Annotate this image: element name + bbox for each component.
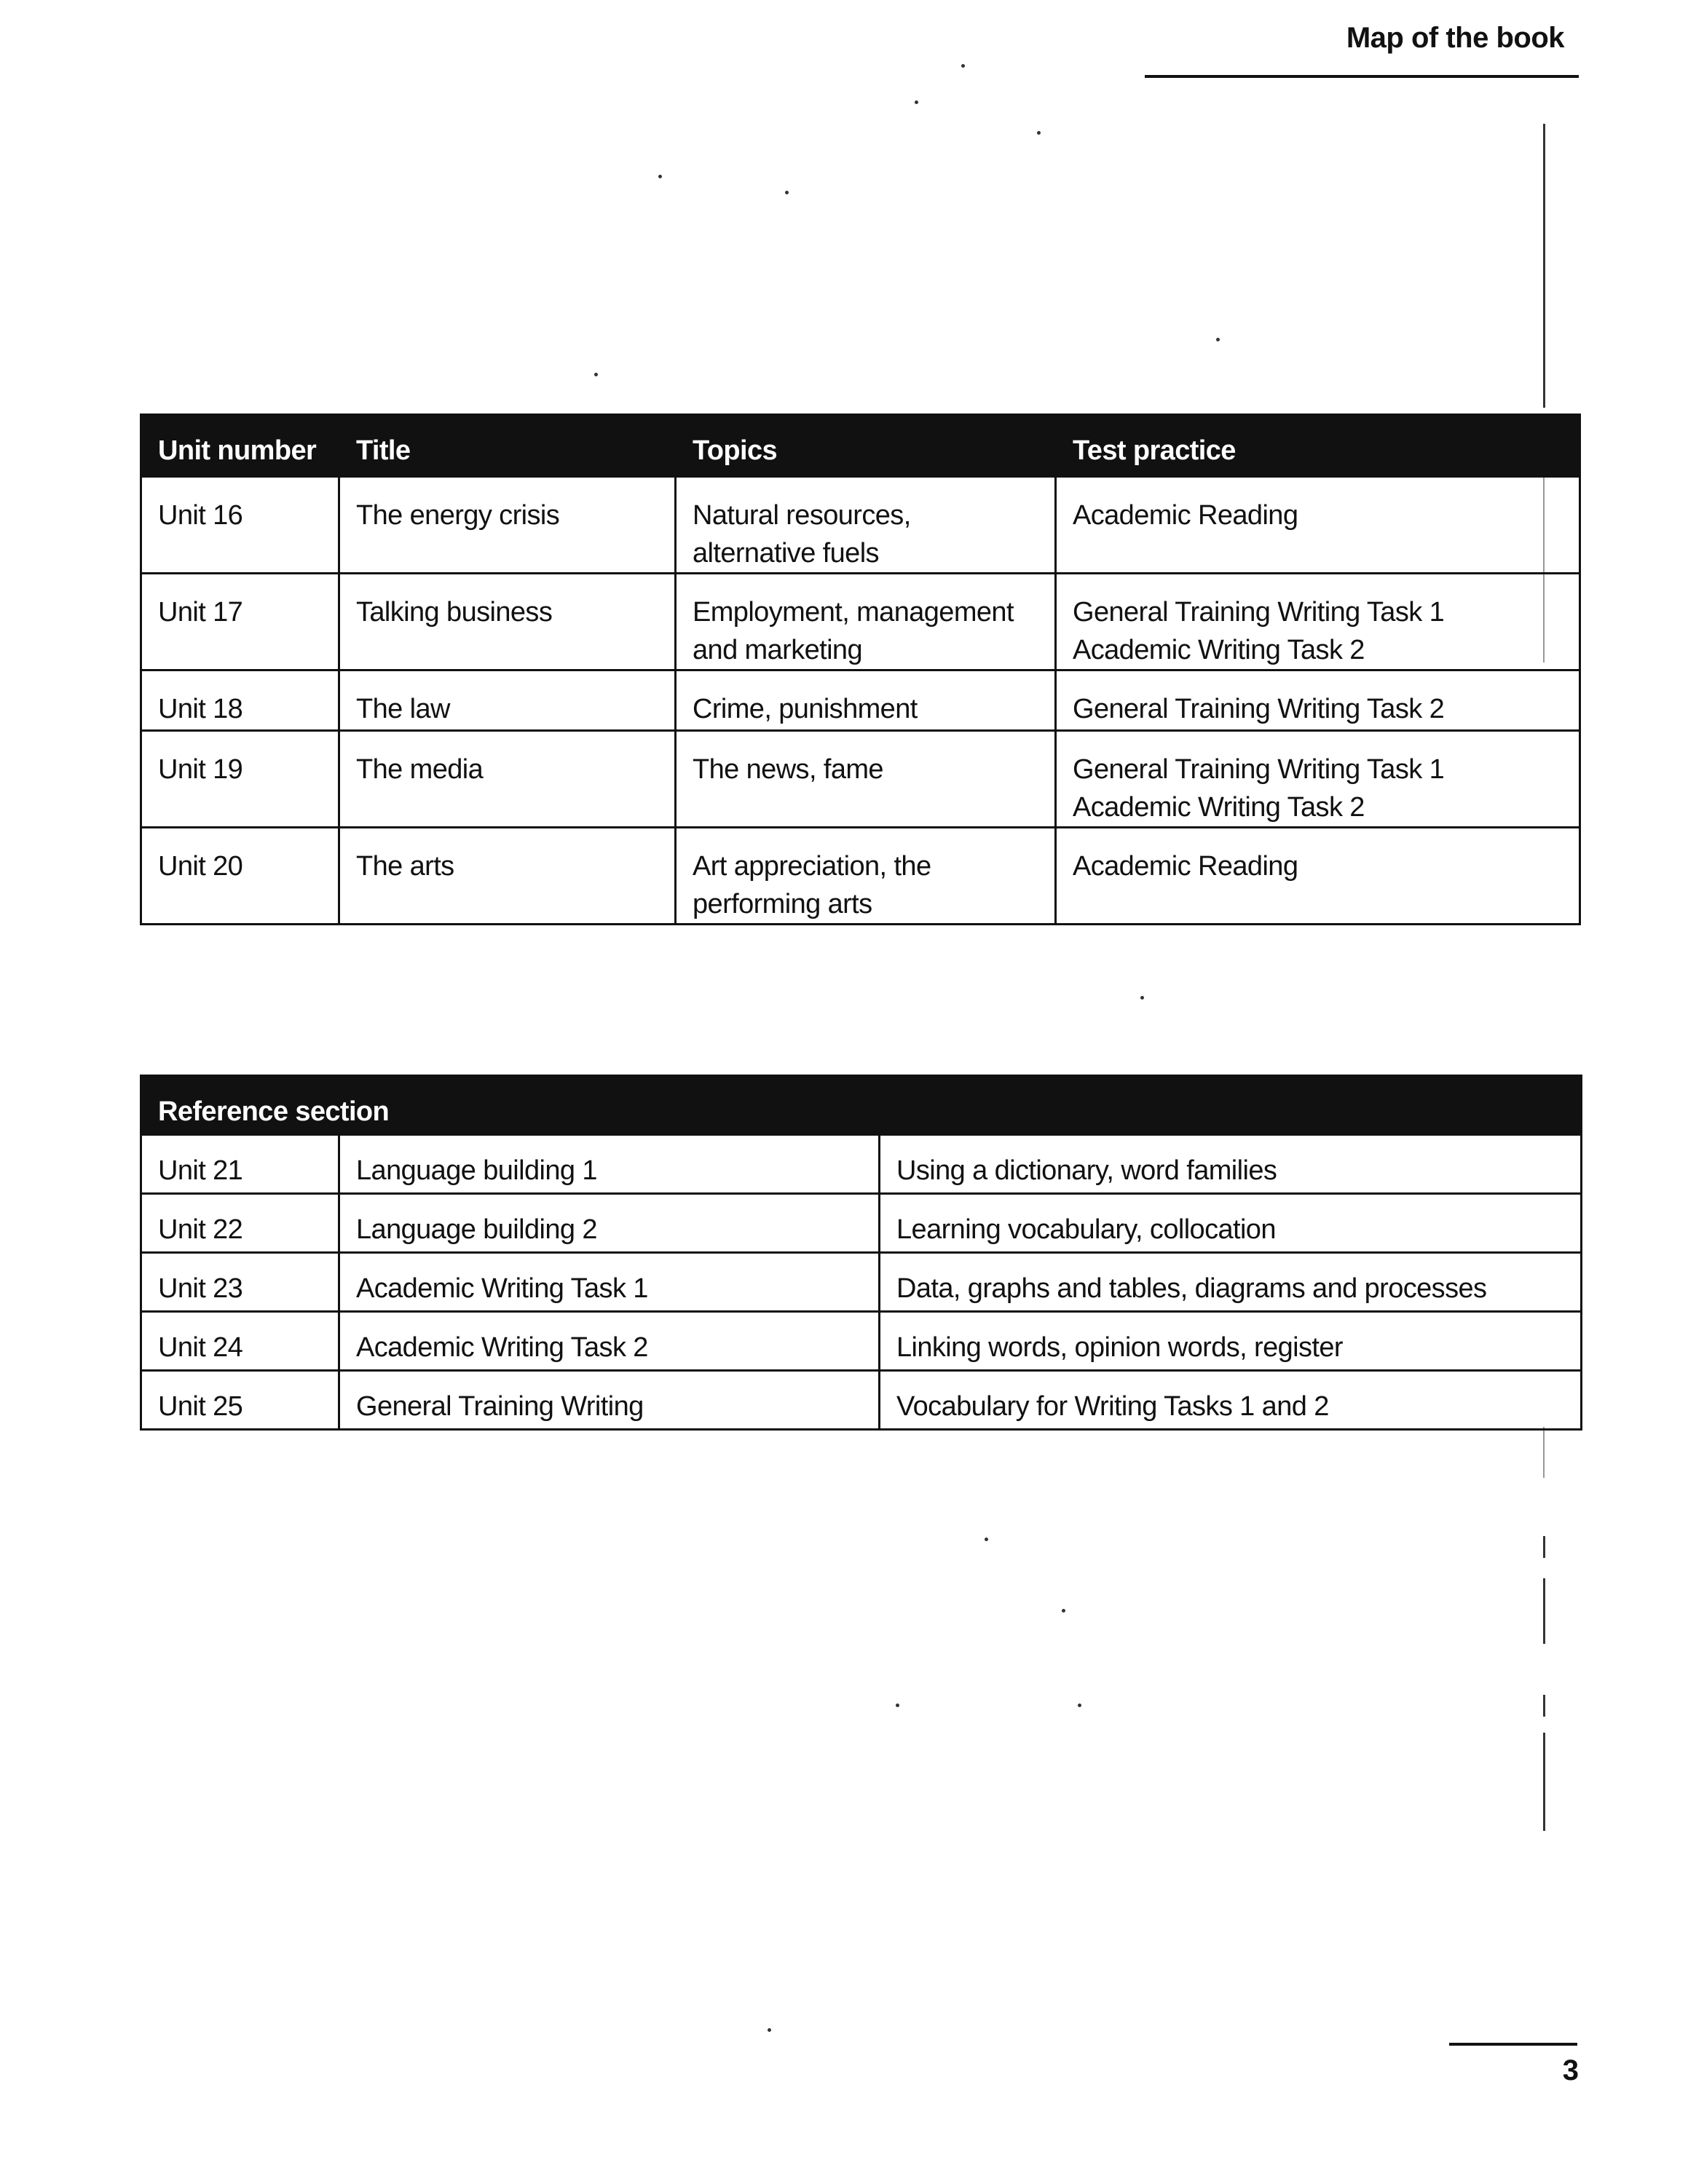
title-cell: The media <box>339 731 676 828</box>
column-header-unit-number: Unit number <box>141 415 339 477</box>
title-cell: Language building 1 <box>339 1135 880 1194</box>
topics-line: Natural resources, <box>693 500 911 531</box>
unit-cell: Unit 20 <box>141 828 339 925</box>
margin-line <box>1543 124 1545 408</box>
test-practice-cell <box>1056 828 1580 925</box>
topics-line: Art appreciation, the <box>693 851 931 882</box>
topics-line: and marketing <box>693 635 863 665</box>
test-practice-line: Academic Reading <box>1073 851 1298 882</box>
reference-table-header <box>141 1076 1582 1135</box>
topics-cell <box>676 731 1056 828</box>
test-practice-cell <box>1056 731 1580 828</box>
topics-line: Employment, management <box>693 597 1014 628</box>
title-cell: Language building 2 <box>339 1194 880 1253</box>
unit-cell: Unit 17 <box>141 574 339 670</box>
unit-cell: Unit 22 <box>141 1194 339 1253</box>
topics-cell <box>676 828 1056 925</box>
table-row <box>141 1371 1582 1430</box>
description-cell: Vocabulary for Writing Tasks 1 and 2 <box>880 1371 1582 1430</box>
margin-line <box>1543 1427 1545 1478</box>
column-header-topics: Topics <box>676 415 1056 477</box>
speck <box>594 373 598 376</box>
title-cell: General Training Writing <box>339 1371 880 1430</box>
margin-line <box>1543 1536 1545 1558</box>
topics-cell <box>676 574 1056 670</box>
table-row <box>141 477 1580 574</box>
speck <box>915 100 918 104</box>
title-cell: The law <box>339 670 676 731</box>
speck <box>985 1538 988 1541</box>
unit-cell: Unit 25 <box>141 1371 339 1430</box>
speck <box>1062 1609 1065 1613</box>
reference-table <box>140 1075 1582 1431</box>
speck <box>1037 131 1041 135</box>
description-cell: Data, graphs and tables, diagrams and processes <box>880 1253 1582 1312</box>
units-table-header <box>141 415 1580 477</box>
topics-line: Crime, punishment <box>693 694 918 724</box>
description-cell: Learning vocabulary, collocation <box>880 1194 1582 1253</box>
column-header-title: Title <box>339 415 676 477</box>
unit-cell: Unit 21 <box>141 1135 339 1194</box>
test-practice-line: Academic Writing Task 2 <box>1073 792 1365 823</box>
table-row <box>141 828 1580 925</box>
test-practice-line: General Training Writing Task 1 <box>1073 754 1445 785</box>
unit-cell: Unit 24 <box>141 1312 339 1371</box>
margin-line <box>1543 1733 1545 1831</box>
header-rule <box>1145 75 1579 78</box>
table-row <box>141 1135 1582 1194</box>
test-practice-cell <box>1056 477 1580 574</box>
speck <box>896 1704 899 1707</box>
table-row <box>141 731 1580 828</box>
topics-cell <box>676 477 1056 574</box>
topics-cell <box>676 670 1056 731</box>
footer-rule <box>1449 2043 1577 2046</box>
table-row <box>141 1253 1582 1312</box>
topics-line: performing arts <box>693 889 872 919</box>
speck <box>768 2028 771 2032</box>
column-header-test-practice: Test practice <box>1056 415 1580 477</box>
test-practice-cell <box>1056 574 1580 670</box>
unit-cell: Unit 19 <box>141 731 339 828</box>
page-number: 3 <box>1562 2054 1579 2086</box>
title-cell: Talking business <box>339 574 676 670</box>
test-practice-line: Academic Writing Task 2 <box>1073 635 1365 665</box>
test-practice-line: General Training Writing Task 2 <box>1073 694 1445 724</box>
units-table <box>140 414 1581 925</box>
test-practice-line: Academic Reading <box>1073 500 1298 531</box>
topics-line: alternative fuels <box>693 538 879 569</box>
speck <box>1140 996 1144 1000</box>
table-row <box>141 1312 1582 1371</box>
table-row <box>141 670 1580 731</box>
description-cell: Linking words, opinion words, register <box>880 1312 1582 1371</box>
test-practice-line: General Training Writing Task 1 <box>1073 597 1445 628</box>
unit-cell: Unit 18 <box>141 670 339 731</box>
title-cell: The arts <box>339 828 676 925</box>
description-cell: Using a dictionary, word families <box>880 1135 1582 1194</box>
speck <box>1078 1704 1081 1707</box>
speck <box>658 175 662 178</box>
topics-line: The news, fame <box>693 754 883 785</box>
speck <box>785 191 789 194</box>
speck <box>1216 338 1220 341</box>
speck <box>961 64 965 68</box>
title-cell: Academic Writing Task 2 <box>339 1312 880 1371</box>
unit-cell: Unit 16 <box>141 477 339 574</box>
unit-cell: Unit 23 <box>141 1253 339 1312</box>
title-cell: Academic Writing Task 1 <box>339 1253 880 1312</box>
table-row <box>141 574 1580 670</box>
table-row <box>141 1194 1582 1253</box>
margin-line <box>1543 1578 1545 1644</box>
reference-section-heading: Reference section <box>141 1076 1582 1135</box>
running-head: Map of the book <box>1346 22 1564 54</box>
title-cell: The energy crisis <box>339 477 676 574</box>
test-practice-cell <box>1056 670 1580 731</box>
margin-line <box>1543 1695 1545 1717</box>
